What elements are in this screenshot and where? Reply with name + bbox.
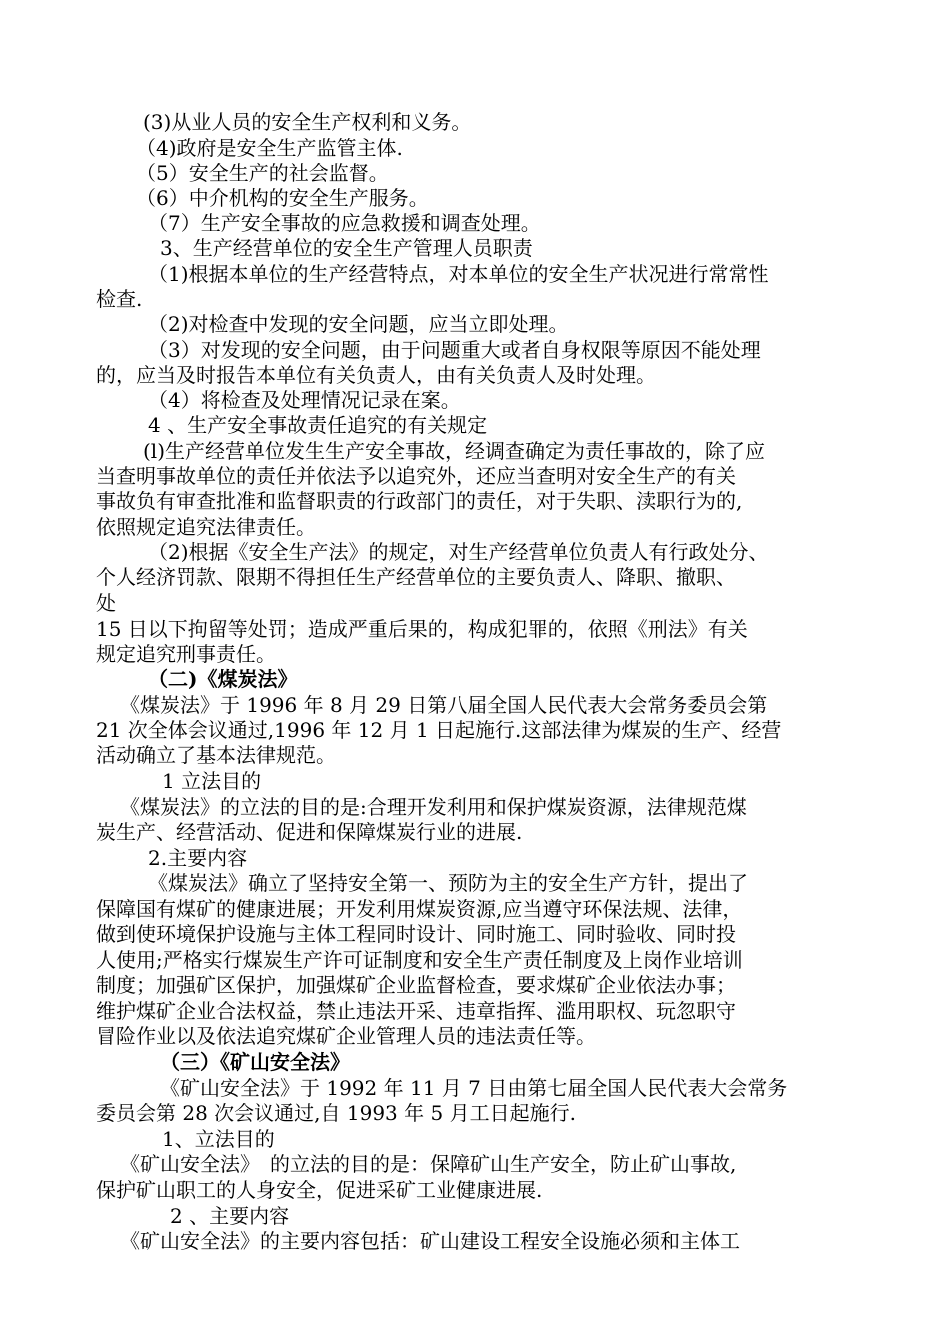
paragraph-line: 当查明事故单位的责任并依法予以追究外，还应当查明对安全生产的有关 <box>96 464 736 488</box>
paragraph-line: 事故负有审查批准和监督职责的行政部门的责任，对于失职、渎职行为的, <box>96 489 743 513</box>
list-item-7: （7）生产安全事故的应急救援和调查处理。 <box>148 211 541 235</box>
section-heading-coal-law: （二)《煤炭法》 <box>148 667 298 691</box>
paragraph-line: 《矿山安全法》于 1992 年 11 月 7 日由第七届全国人民代表大会常务 <box>160 1076 788 1100</box>
paragraph-line: 保障国有煤矿的健康进展；开发利用煤炭资源,应当遵守环保法规、法律， <box>96 897 743 921</box>
paragraph-line: 委员会第 28 次会议通过,自 1993 年 5 月工日起施行. <box>96 1101 576 1125</box>
paragraph-line: 15 日以下拘留等处罚；造成严重后果的，构成犯罪的，依照《刑法》有关 <box>96 617 748 641</box>
paragraph-line: 规定追究刑事责任。 <box>96 642 276 666</box>
paragraph-line: 21 次全体会议通过,1996 年 12 月 1 日起施行.这部法律为煤炭的生产、经营 <box>96 718 782 742</box>
list-item-3: (3)从业人员的安全生产权利和义务。 <box>143 110 472 134</box>
paragraph-line: 人使用;严格实行煤炭生产许可证制度和安全生产责任制度及上岗作业培训 <box>96 948 743 972</box>
paragraph-line: 活动确立了基本法律规范。 <box>96 743 336 767</box>
list-item-6: （6）中介机构的安全生产服务。 <box>136 186 429 210</box>
list-item-4: （4)政府是安全生产监管主体. <box>136 136 403 160</box>
subheading: 2 、主要内容 <box>170 1204 290 1228</box>
paragraph-line: （4）将检查及处理情况记录在案。 <box>148 388 461 412</box>
section-heading-3: 3、生产经营单位的安全生产管理人员职责 <box>160 236 533 260</box>
paragraph-line: （1)根据本单位的生产经营特点，对本单位的安全生产状况进行常常性 <box>148 262 769 286</box>
paragraph-line: 做到使环境保护设施与主体工程同时设计、同时施工、同时验收、同时投 <box>96 922 736 946</box>
paragraph-line: 冒险作业以及依法追究煤矿企业管理人员的违法责任等。 <box>96 1024 596 1048</box>
subheading: 1 立法目的 <box>162 769 262 793</box>
paragraph-line: 炭生产、经营活动、促进和保障煤炭行业的进展. <box>96 820 523 844</box>
paragraph-line: 个人经济罚款、限期不得担任生产经营单位的主要负责人、降职、撤职、 <box>96 565 736 589</box>
section-heading-mine-safety-law: （三）《矿山安全法》 <box>160 1050 350 1074</box>
paragraph-line: 制度；加强矿区保护，加强煤矿企业监督检查，要求煤矿企业依法办事； <box>96 973 736 997</box>
paragraph-line: 《煤炭法》确立了坚持安全第一、预防为主的安全生产方针，提出了 <box>148 871 748 895</box>
section-heading-4: 4 、生产安全事故责任追究的有关规定 <box>148 413 488 437</box>
paragraph-line: （2)对检查中发现的安全问题，应当立即处理。 <box>148 312 569 336</box>
paragraph-line: 保护矿山职工的人身安全，促进采矿工业健康进展. <box>96 1178 543 1202</box>
paragraph-line: 《煤炭法》的立法的目的是:合理开发利用和保护煤炭资源，法律规范煤 <box>120 795 747 819</box>
paragraph-line: 《煤炭法》于 1996 年 8 月 29 日第八届全国人民代表大会常务委员会第 <box>120 693 768 717</box>
paragraph-line: 处 <box>96 591 116 615</box>
paragraph-line: (l)生产经营单位发生生产安全事故，经调查确定为责任事故的，除了应 <box>143 439 766 463</box>
paragraph-line: 《矿山安全法》 的立法的目的是：保障矿山生产安全，防止矿山事故, <box>120 1152 737 1176</box>
paragraph-line: 检查. <box>96 287 143 311</box>
paragraph-line: 依照规定追究法律责任。 <box>96 515 316 539</box>
paragraph-line: （2)根据《安全生产法》的规定，对生产经营单位负责人有行政处分、 <box>148 540 769 564</box>
subheading: 2.主要内容 <box>148 846 248 870</box>
paragraph-line: 《矿山安全法》的主要内容包括：矿山建设工程安全设施必须和主体工 <box>120 1229 740 1253</box>
list-item-5: （5）安全生产的社会监督。 <box>136 161 389 185</box>
paragraph-line: （3）对发现的安全问题，由于问题重大或者自身权限等原因不能处理 <box>148 338 761 362</box>
paragraph-line: 的，应当及时报告本单位有关负责人，由有关负责人及时处理。 <box>96 363 656 387</box>
paragraph-line: 维护煤矿企业合法权益，禁止违法开采、违章指挥、滥用职权、玩忽职守 <box>96 999 736 1023</box>
subheading: 1、立法目的 <box>162 1127 275 1151</box>
